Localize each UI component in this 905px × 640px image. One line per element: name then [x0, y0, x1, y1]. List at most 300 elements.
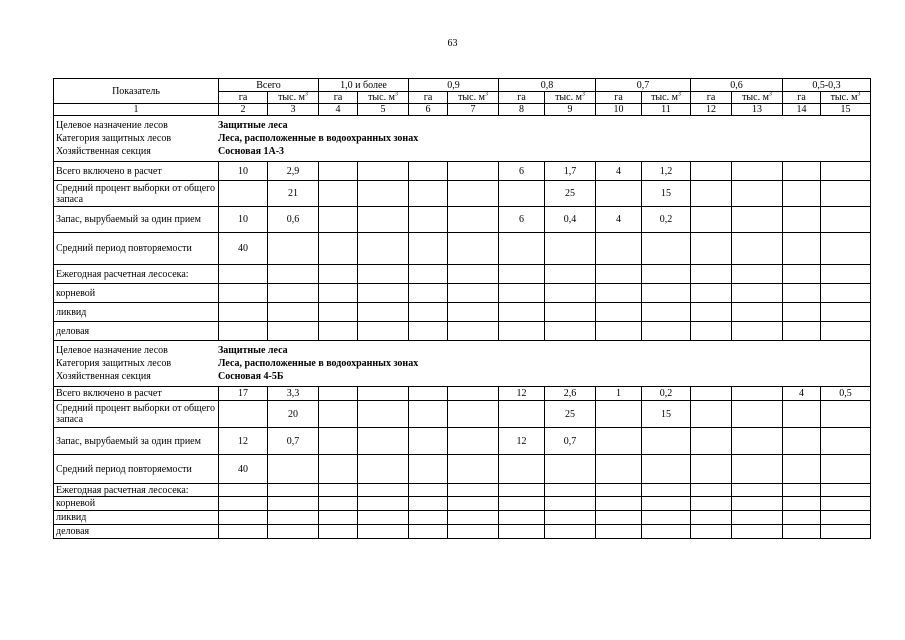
- row-label: Средний процент выборки от общего запаса: [54, 401, 219, 428]
- table-cell: [448, 162, 499, 181]
- row-label: корневой: [54, 284, 219, 303]
- unit-volume-sup: 3: [484, 91, 488, 98]
- table-cell: [319, 387, 358, 401]
- header-unit-ha: га: [499, 92, 545, 104]
- table-cell: [409, 233, 448, 265]
- section-header: [54, 341, 871, 387]
- header-group: 0,7: [596, 79, 691, 92]
- section-label: Хозяйственная секция: [56, 146, 151, 157]
- table-cell: 20: [268, 401, 319, 428]
- table-cell: [448, 322, 499, 341]
- header-unit-volume: [821, 92, 871, 104]
- table-cell: [691, 162, 732, 181]
- header-group: 1,0 и более: [319, 79, 409, 92]
- table-cell: [319, 162, 358, 181]
- table-cell: [358, 265, 409, 284]
- table-cell: [319, 497, 358, 511]
- table-cell: [821, 525, 871, 539]
- table-cell: [691, 525, 732, 539]
- table-cell: 15: [642, 401, 691, 428]
- table-cell: [409, 484, 448, 497]
- table-cell: [732, 265, 783, 284]
- table-cell: [783, 322, 821, 341]
- table-cell: [732, 233, 783, 265]
- table-cell: [783, 162, 821, 181]
- purpose-value: Защитные леса: [218, 120, 288, 131]
- category-label: Категория защитных лесов: [56, 358, 172, 369]
- table-cell: [358, 207, 409, 233]
- table-cell: 0,5: [821, 387, 871, 401]
- column-number: 1: [54, 104, 219, 116]
- table-cell: [409, 455, 448, 484]
- table-cell: [783, 401, 821, 428]
- column-number: 11: [642, 104, 691, 116]
- column-number: 14: [783, 104, 821, 116]
- table-cell: [409, 162, 448, 181]
- header-unit-volume: [545, 92, 596, 104]
- table-cell: [596, 401, 642, 428]
- unit-volume-text: тыс. м: [555, 92, 582, 103]
- unit-volume-text: тыс. м: [830, 92, 858, 103]
- table-cell: [783, 511, 821, 525]
- table-cell: [642, 284, 691, 303]
- category-value: Леса, расположенные в водоохранных зонах: [218, 358, 419, 369]
- section-label: Хозяйственная секция: [56, 371, 151, 382]
- table-cell: 1: [596, 387, 642, 401]
- table-cell: [545, 265, 596, 284]
- table-cell: [448, 484, 499, 497]
- table-cell: [596, 181, 642, 207]
- header-group: 0,8: [499, 79, 596, 92]
- table-cell: [691, 497, 732, 511]
- purpose-label: Целевое назначение лесов: [56, 345, 168, 356]
- table-cell: [358, 428, 409, 455]
- table-cell: 4: [596, 162, 642, 181]
- table-row: [54, 233, 871, 265]
- table-cell: 25: [545, 181, 596, 207]
- table-cell: [448, 525, 499, 539]
- table-cell: [319, 303, 358, 322]
- row-label: Ежегодная расчетная лесосека:: [54, 265, 219, 284]
- row-label: Ежегодная расчетная лесосека:: [54, 484, 219, 497]
- purpose-value: Защитные леса: [218, 345, 288, 356]
- table-row: [54, 455, 871, 484]
- unit-volume-text: тыс. м: [458, 92, 485, 103]
- table-cell: 3,3: [268, 387, 319, 401]
- table-cell: [358, 497, 409, 511]
- row-label: Запас, вырубаемый за один прием: [54, 207, 219, 233]
- table-cell: 0,2: [642, 387, 691, 401]
- header-unit-volume: [358, 92, 409, 104]
- table-cell: [732, 401, 783, 428]
- header-unit-ha: га: [319, 92, 358, 104]
- table-cell: 2,9: [268, 162, 319, 181]
- table-cell: [596, 265, 642, 284]
- column-number: 7: [448, 104, 499, 116]
- table-cell: [448, 455, 499, 484]
- header-row-groups: [54, 79, 871, 92]
- table-cell: [268, 322, 319, 341]
- table-cell: [499, 284, 545, 303]
- unit-volume-sup: 3: [857, 91, 861, 98]
- table-cell: [821, 284, 871, 303]
- table-cell: [268, 497, 319, 511]
- table-cell: [783, 284, 821, 303]
- table-cell: 10: [219, 162, 268, 181]
- table-cell: [219, 525, 268, 539]
- table-cell: [545, 511, 596, 525]
- table-row: [54, 284, 871, 303]
- row-label: Запас, вырубаемый за один прием: [54, 428, 219, 455]
- table-cell: [448, 428, 499, 455]
- table-cell: [448, 265, 499, 284]
- table-cell: [358, 322, 409, 341]
- table-cell: 21: [268, 181, 319, 207]
- table-cell: [268, 525, 319, 539]
- table-cell: [358, 484, 409, 497]
- header-unit-volume: [642, 92, 691, 104]
- table-cell: [821, 181, 871, 207]
- header-unit-volume: [448, 92, 499, 104]
- table-cell: [691, 303, 732, 322]
- table-cell: [821, 162, 871, 181]
- table-cell: [596, 284, 642, 303]
- table-cell: [268, 265, 319, 284]
- table-cell: [319, 525, 358, 539]
- table-row: [54, 511, 871, 525]
- table-body: [54, 79, 871, 539]
- table-cell: [783, 207, 821, 233]
- table-cell: 40: [219, 455, 268, 484]
- table-cell: [783, 484, 821, 497]
- table-cell: [319, 322, 358, 341]
- table-row: [54, 322, 871, 341]
- unit-volume-sup: 3: [768, 91, 772, 98]
- table-cell: [596, 455, 642, 484]
- table-cell: [268, 233, 319, 265]
- table-cell: [596, 428, 642, 455]
- table-cell: [545, 284, 596, 303]
- table-cell: [732, 497, 783, 511]
- table-cell: [691, 207, 732, 233]
- table-cell: 12: [499, 387, 545, 401]
- table-cell: [642, 303, 691, 322]
- section-value: Сосновая 1А-3: [218, 146, 285, 157]
- column-number: 5: [358, 104, 409, 116]
- table-cell: [642, 322, 691, 341]
- table-cell: [499, 525, 545, 539]
- table-cell: 17: [219, 387, 268, 401]
- section-header-grid: [56, 119, 868, 158]
- table-cell: [409, 387, 448, 401]
- table-cell: [642, 265, 691, 284]
- table-cell: 0,7: [545, 428, 596, 455]
- table-cell: [821, 233, 871, 265]
- table-cell: [268, 455, 319, 484]
- row-label: ликвид: [54, 303, 219, 322]
- table-cell: [691, 387, 732, 401]
- table-cell: 25: [545, 401, 596, 428]
- section-header-grid: [56, 344, 868, 383]
- table-cell: [545, 525, 596, 539]
- table-cell: [219, 401, 268, 428]
- column-number: 3: [268, 104, 319, 116]
- table-cell: [545, 455, 596, 484]
- table-cell: [545, 322, 596, 341]
- table-cell: 12: [499, 428, 545, 455]
- table-cell: [409, 207, 448, 233]
- header-unit-ha: га: [783, 92, 821, 104]
- header-indicator: Показатель: [54, 79, 219, 104]
- table-cell: [358, 284, 409, 303]
- table-cell: [319, 401, 358, 428]
- table-cell: [821, 303, 871, 322]
- table-cell: [732, 162, 783, 181]
- table-cell: [732, 322, 783, 341]
- table-cell: [409, 525, 448, 539]
- table-cell: [691, 428, 732, 455]
- table-cell: 0,7: [268, 428, 319, 455]
- table-cell: [821, 455, 871, 484]
- table-cell: [409, 401, 448, 428]
- row-label: Всего включено в расчет: [54, 162, 219, 181]
- table-cell: [596, 322, 642, 341]
- table-cell: [783, 233, 821, 265]
- table-cell: [821, 484, 871, 497]
- column-number: 12: [691, 104, 732, 116]
- table-cell: [499, 497, 545, 511]
- table-cell: [219, 484, 268, 497]
- table-cell: [358, 511, 409, 525]
- table-cell: [691, 455, 732, 484]
- table-cell: [691, 511, 732, 525]
- purpose-label: Целевое назначение лесов: [56, 120, 168, 131]
- unit-volume-text: тыс. м: [368, 92, 395, 103]
- section-header-row: [54, 341, 871, 387]
- table-cell: [409, 284, 448, 303]
- table-cell: [358, 162, 409, 181]
- table-cell: [821, 511, 871, 525]
- table-cell: [409, 511, 448, 525]
- column-number: 15: [821, 104, 871, 116]
- row-label: Средний период повторяемости: [54, 233, 219, 265]
- table-cell: [448, 181, 499, 207]
- table-cell: 0,6: [268, 207, 319, 233]
- table-cell: [783, 497, 821, 511]
- section-value: Сосновая 4-5Б: [218, 371, 284, 382]
- table-cell: [732, 303, 783, 322]
- row-label: деловая: [54, 322, 219, 341]
- table-cell: [499, 265, 545, 284]
- table-cell: [448, 207, 499, 233]
- table-cell: 6: [499, 162, 545, 181]
- table-cell: [409, 497, 448, 511]
- table-cell: [448, 284, 499, 303]
- table-cell: [319, 233, 358, 265]
- table-cell: [499, 511, 545, 525]
- table-cell: [596, 525, 642, 539]
- table-cell: [358, 401, 409, 428]
- table-row: [54, 207, 871, 233]
- table-cell: [448, 511, 499, 525]
- table-cell: [448, 303, 499, 322]
- table-cell: 0,2: [642, 207, 691, 233]
- row-label: Всего включено в расчет: [54, 387, 219, 401]
- table-cell: [219, 511, 268, 525]
- table-cell: [642, 455, 691, 484]
- table-cell: [732, 428, 783, 455]
- table-cell: [219, 284, 268, 303]
- table-row: [54, 428, 871, 455]
- header-row-numbers: [54, 104, 871, 116]
- table-cell: [732, 181, 783, 207]
- table-cell: [268, 511, 319, 525]
- table-row: [54, 484, 871, 497]
- column-number: 13: [732, 104, 783, 116]
- unit-volume-sup: 3: [581, 91, 585, 98]
- table-cell: [545, 303, 596, 322]
- table-cell: [732, 484, 783, 497]
- header-group: 0,6: [691, 79, 783, 92]
- table-cell: [691, 401, 732, 428]
- unit-volume-text: тыс. м: [742, 92, 769, 103]
- table-cell: [499, 233, 545, 265]
- table-cell: [732, 207, 783, 233]
- table-cell: 0,4: [545, 207, 596, 233]
- table-cell: [219, 265, 268, 284]
- column-number: 6: [409, 104, 448, 116]
- table-cell: [732, 284, 783, 303]
- table-cell: [319, 511, 358, 525]
- header-group: 0,5-0,3: [783, 79, 871, 92]
- table-cell: [596, 233, 642, 265]
- table-cell: [219, 303, 268, 322]
- table-cell: [499, 322, 545, 341]
- table-cell: 40: [219, 233, 268, 265]
- table-row: [54, 303, 871, 322]
- table-cell: 1,7: [545, 162, 596, 181]
- table-cell: [732, 455, 783, 484]
- table-cell: [691, 284, 732, 303]
- table-cell: 12: [219, 428, 268, 455]
- header-unit-ha: га: [691, 92, 732, 104]
- table-cell: [783, 455, 821, 484]
- table-cell: [448, 233, 499, 265]
- column-number: 8: [499, 104, 545, 116]
- table-row: [54, 181, 871, 207]
- table-cell: [358, 525, 409, 539]
- table-cell: [319, 207, 358, 233]
- table-cell: [219, 322, 268, 341]
- header-group: 0,9: [409, 79, 499, 92]
- table-row: [54, 401, 871, 428]
- column-number: 2: [219, 104, 268, 116]
- table-cell: [499, 401, 545, 428]
- unit-volume-sup: 3: [394, 91, 398, 98]
- row-label: Средний процент выборки от общего запаса: [54, 181, 219, 207]
- table-cell: 6: [499, 207, 545, 233]
- table-cell: [319, 428, 358, 455]
- table-cell: [319, 455, 358, 484]
- table-cell: [499, 303, 545, 322]
- table-cell: [319, 484, 358, 497]
- table-cell: [642, 497, 691, 511]
- table-cell: [545, 497, 596, 511]
- table-cell: [448, 497, 499, 511]
- table-cell: 1,2: [642, 162, 691, 181]
- table-cell: [409, 181, 448, 207]
- column-number: 10: [596, 104, 642, 116]
- header-unit-volume: [732, 92, 783, 104]
- unit-volume-text: тыс. м: [651, 92, 678, 103]
- category-value: Леса, расположенные в водоохранных зонах: [218, 133, 419, 144]
- table-cell: [448, 387, 499, 401]
- table-cell: [596, 511, 642, 525]
- table-cell: [821, 401, 871, 428]
- table-cell: [219, 181, 268, 207]
- table-cell: [545, 484, 596, 497]
- table-cell: [783, 181, 821, 207]
- row-label: Средний период повторяемости: [54, 455, 219, 484]
- table-cell: [358, 387, 409, 401]
- table-cell: [409, 265, 448, 284]
- category-label: Категория защитных лесов: [56, 133, 172, 144]
- table-cell: [783, 428, 821, 455]
- table-cell: [691, 322, 732, 341]
- header-group: Всего: [219, 79, 319, 92]
- table-cell: [691, 484, 732, 497]
- table-row: [54, 162, 871, 181]
- table-cell: [821, 207, 871, 233]
- table-cell: [821, 322, 871, 341]
- header-unit-volume: [268, 92, 319, 104]
- table-row: [54, 525, 871, 539]
- section-header-row: [54, 116, 871, 162]
- page-number: 63: [447, 38, 458, 49]
- table-cell: [319, 265, 358, 284]
- section-header: [54, 116, 871, 162]
- header-unit-ha: га: [596, 92, 642, 104]
- row-label: ликвид: [54, 511, 219, 525]
- table-cell: [642, 511, 691, 525]
- row-label: деловая: [54, 525, 219, 539]
- unit-volume-text: тыс. м: [278, 92, 305, 103]
- unit-volume-sup: 3: [677, 91, 681, 98]
- header-unit-ha: га: [219, 92, 268, 104]
- table-cell: [732, 525, 783, 539]
- table-cell: [499, 484, 545, 497]
- table-cell: [691, 233, 732, 265]
- table-cell: [219, 497, 268, 511]
- table-cell: [642, 484, 691, 497]
- table-cell: 4: [596, 207, 642, 233]
- table-cell: [732, 511, 783, 525]
- table-cell: [783, 525, 821, 539]
- row-label: корневой: [54, 497, 219, 511]
- table-cell: [545, 233, 596, 265]
- table-cell: [499, 181, 545, 207]
- table-cell: [409, 428, 448, 455]
- table-cell: [268, 303, 319, 322]
- table-cell: [358, 233, 409, 265]
- table-cell: [642, 233, 691, 265]
- table-row: [54, 387, 871, 401]
- table-cell: [319, 181, 358, 207]
- table-cell: [409, 303, 448, 322]
- table-cell: 4: [783, 387, 821, 401]
- table-cell: [358, 455, 409, 484]
- table-cell: [821, 428, 871, 455]
